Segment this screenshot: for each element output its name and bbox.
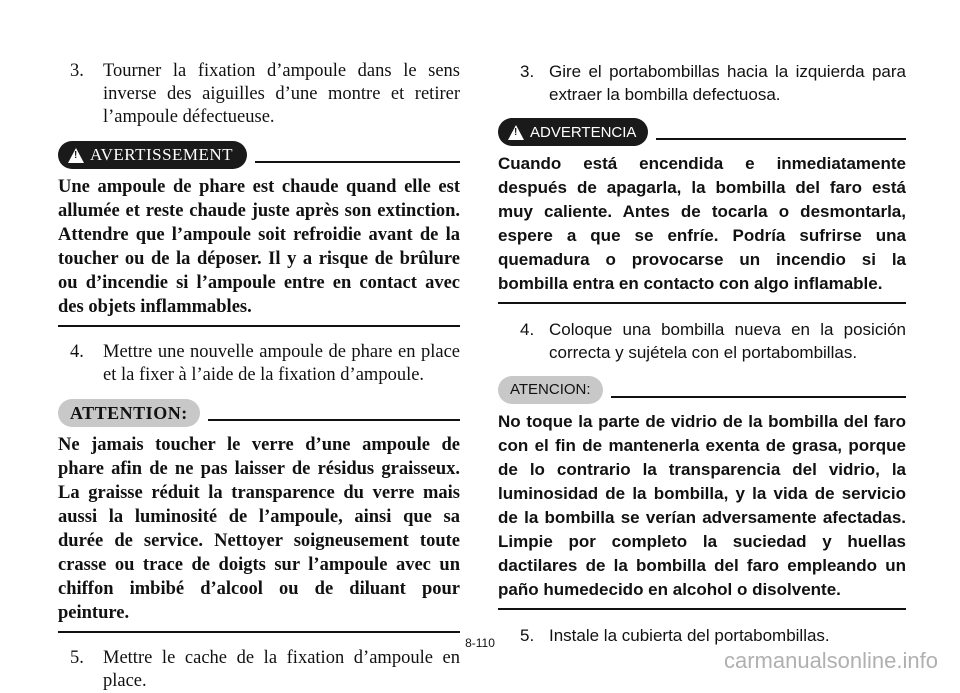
fr-warning-text: Une ampoule de phare est chaude quand elle est allumée et reste chaude juste après son extinction. Attendre que l’ampoule soit refroidie avant de la toucher ou de la déposer. Il y a risque de brûlure ou d’incendie si l’ampoule entre en contact avec des objets inflammables. <box>58 175 460 327</box>
step-number: 3. <box>520 62 535 81</box>
step-text: Mettre une nouvelle ampoule de phare en place et la fixer à l’aide de la fixation d’ampoule. <box>103 342 460 385</box>
french-column <box>58 60 460 693</box>
fr-attention-text: Ne jamais toucher le verre d’une ampoule de phare afin de ne pas laisser de résidus graisseux. La graisse réduit la transparence du verre mais aussi la luminosité de l’ampoule, ainsi que sa durée de service. Nettoyer soigneusement toute crasse ou trace de doigts sur l’ampoule avec un chiffon imbibé d’alcool ou de diluant pour peinture. <box>58 433 460 633</box>
warning-triangle-icon: ! <box>68 148 84 163</box>
fr-warning-header <box>58 141 460 169</box>
fr-step-3 <box>58 60 460 129</box>
es-step-3 <box>498 60 906 106</box>
fr-step-4 <box>58 341 460 387</box>
warning-label: AVERTISSEMENT <box>90 145 234 164</box>
warning-label: ADVERTENCIA <box>530 123 637 141</box>
es-warning-header <box>498 118 906 146</box>
es-caution-header <box>498 376 906 404</box>
step-text: Tourner la fixation d’ampoule dans le sens inverse des aiguilles d’une montre et retirer l’ampoule défectueuse. <box>103 61 460 127</box>
step-text: Mettre le cache de la fixation d’ampoule en place. <box>103 648 460 691</box>
watermark: carmanualsonline.info <box>723 648 938 673</box>
warning-badge <box>498 118 648 146</box>
step-text: Gire el portabombillas hacia la izquierda para extraer la bombilla defectuosa. <box>549 62 906 104</box>
warning-badge <box>58 141 247 169</box>
es-warning-text: Cuando está encendida e inmediatamente después de apagarla, la bombilla del faro está muy caliente. Antes de tocarla o desmontarla, espere a que se enfríe. Podría sufrirse una quemadura o provocarse un incendio si la bombilla entra en contacto con algo inflamable. <box>498 152 906 304</box>
spanish-column <box>498 60 906 647</box>
divider <box>208 419 460 421</box>
step-number: 3. <box>70 61 84 81</box>
step-number: 5. <box>520 626 535 645</box>
step-number: 5. <box>70 648 84 668</box>
step-number: 4. <box>520 320 535 339</box>
fr-step-5 <box>58 647 460 693</box>
es-caution-text: No toque la parte de vidrio de la bombilla del faro con el fin de mantenerla exenta de grasa, porque de lo contrario la transparencia del vidrio, la luminosidad de la bombilla, y la vida de servicio de la bombilla se verían adversamente afectadas. Limpie por completo la suciedad y huellas dactilares de la bombilla del faro empleando un paño humedecido en alcohol o disolvente. <box>498 410 906 610</box>
fr-attention-header <box>58 399 460 427</box>
step-number: 4. <box>70 342 84 362</box>
divider <box>656 138 906 140</box>
caution-badge: ATENCION: <box>498 376 603 404</box>
es-step-4 <box>498 318 906 364</box>
divider <box>255 161 460 163</box>
divider <box>611 396 906 398</box>
page-number: 8-110 <box>465 636 495 650</box>
step-text: Coloque una bombilla nueva en la posición correcta y sujétela con el portabombillas. <box>549 320 906 362</box>
warning-triangle-icon: ! <box>508 125 524 140</box>
attention-badge: ATTENTION: <box>58 399 200 427</box>
step-text: Instale la cubierta del portabombillas. <box>549 626 830 645</box>
